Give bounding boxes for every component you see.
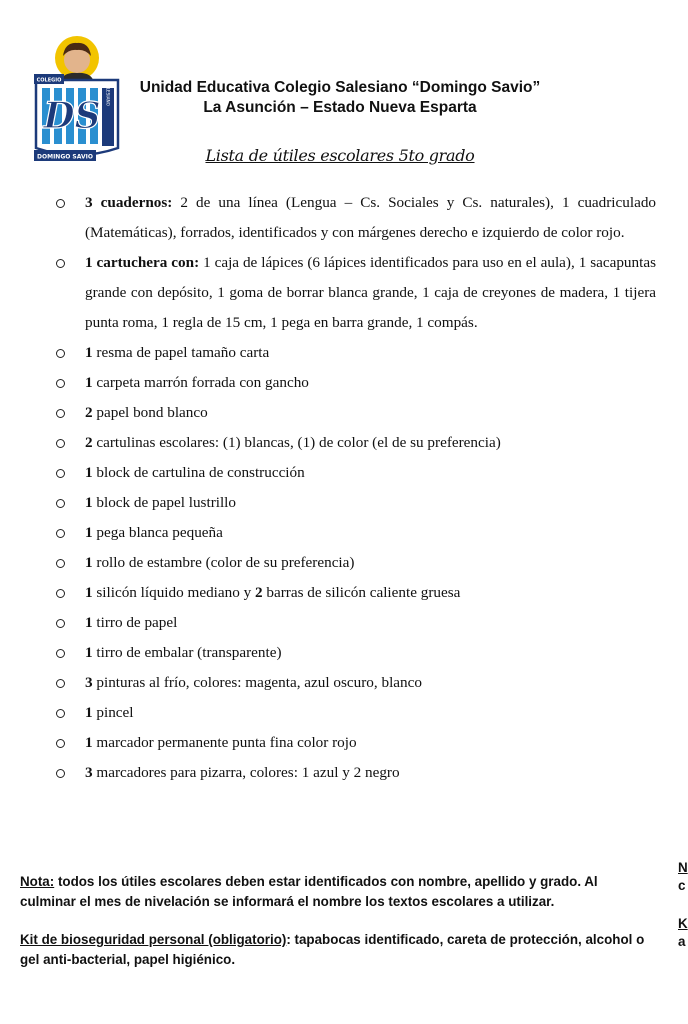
bullet-icon: [56, 439, 65, 448]
school-crest-logo: [30, 30, 126, 164]
clipped-letter: a: [678, 934, 686, 949]
svg-text:COLEGIO: COLEGIO: [36, 77, 62, 84]
note-paragraph: [20, 872, 650, 912]
list-item: 3 marcadores para pizarra, colores: 1 azul y 2 negro: [0, 758, 688, 788]
svg-text:DOMINGO SAVIO: DOMINGO SAVIO: [37, 153, 93, 161]
school-location: La Asunción – Estado Nueva Esparta: [203, 99, 477, 116]
list-item: 1 block de cartulina de construcción: [0, 458, 688, 488]
list-item: 1 carpeta marrón forrada con gancho: [0, 368, 688, 398]
bullet-icon: [56, 469, 65, 478]
bullet-icon: [56, 259, 65, 268]
bullet-icon: [56, 559, 65, 568]
list-item: 1 block de papel lustrillo: [0, 488, 688, 518]
note-label: Nota:: [20, 874, 55, 889]
bullet-icon: [56, 739, 65, 748]
list-item: 2 papel bond blanco: [0, 398, 688, 428]
bullet-icon: [56, 379, 65, 388]
list-item: 3 cuadernos: 2 de una línea (Lengua – Cs. Sociales y Cs. naturales), 1 cuadriculado (Matemáticas), forrados, identificados y con márgenes derecho e izquierdo de color rojo.: [0, 188, 688, 248]
list-item: 1 silicón líquido mediano y 2 barras de silicón caliente gruesa: [0, 578, 688, 608]
kit-label: Kit de bioseguridad personal (obligatorio): [20, 932, 287, 947]
svg-text:DS: DS: [43, 95, 101, 137]
list-item: 1 rollo de estambre (color de su preferencia): [0, 548, 688, 578]
kit-text: : tapabocas identificado, careta de protección, alcohol o gel anti-bacterial, papel higiénico.: [20, 932, 645, 967]
svg-text:SALESIANO: SALESIANO: [105, 82, 111, 106]
bullet-icon: [56, 649, 65, 658]
bullet-icon: [56, 769, 65, 778]
list-item: 1 tirro de papel: [0, 608, 688, 638]
list-item: 1 resma de papel tamaño carta: [0, 338, 688, 368]
bullet-icon: [56, 679, 65, 688]
bullet-icon: [56, 619, 65, 628]
list-item: 1 pega blanca pequeña: [0, 518, 688, 548]
supplies-list: [0, 188, 688, 788]
list-item: 3 pinturas al frío, colores: magenta, azul oscuro, blanco: [0, 668, 688, 698]
biosafety-kit-paragraph: [20, 930, 650, 970]
school-name: [130, 78, 550, 118]
bullet-icon: [56, 499, 65, 508]
school-name-line1: Unidad Educativa Colegio Salesiano “Domingo Savio”: [139, 79, 541, 96]
list-title: Lista de útiles escolares 5to grado: [205, 146, 475, 165]
list-item: 1 tirro de embalar (transparente): [0, 638, 688, 668]
list-item: 2 cartulinas escolares: (1) blancas, (1) de color (el de su preferencia): [0, 428, 688, 458]
clipped-letter: c: [678, 878, 686, 893]
bullet-icon: [56, 199, 65, 208]
bullet-icon: [56, 529, 65, 538]
clipped-letter: K: [678, 916, 688, 931]
bullet-icon: [56, 709, 65, 718]
bullet-icon: [56, 589, 65, 598]
bullet-icon: [56, 349, 65, 358]
list-item: 1 pincel: [0, 698, 688, 728]
list-item: 1 cartuchera con: 1 caja de lápices (6 lápices identificados para uso en el aula), 1 sacapuntas grande con depósito, 1 goma de borrar blanca grande, 1 caja de creyones de madera, 1 tijera punta roma, 1 regla de 15 cm, 1 pega en barra grande, 1 compás.: [0, 248, 688, 338]
bullet-icon: [56, 409, 65, 418]
list-item: 1 marcador permanente punta fina color rojo: [0, 728, 688, 758]
note-text: todos los útiles escolares deben estar identificados con nombre, apellido y grado. Al culminar el mes de nivelación se informará el nombre los textos escolares a utilizar.: [20, 874, 598, 909]
clipped-letter: N: [678, 860, 688, 875]
